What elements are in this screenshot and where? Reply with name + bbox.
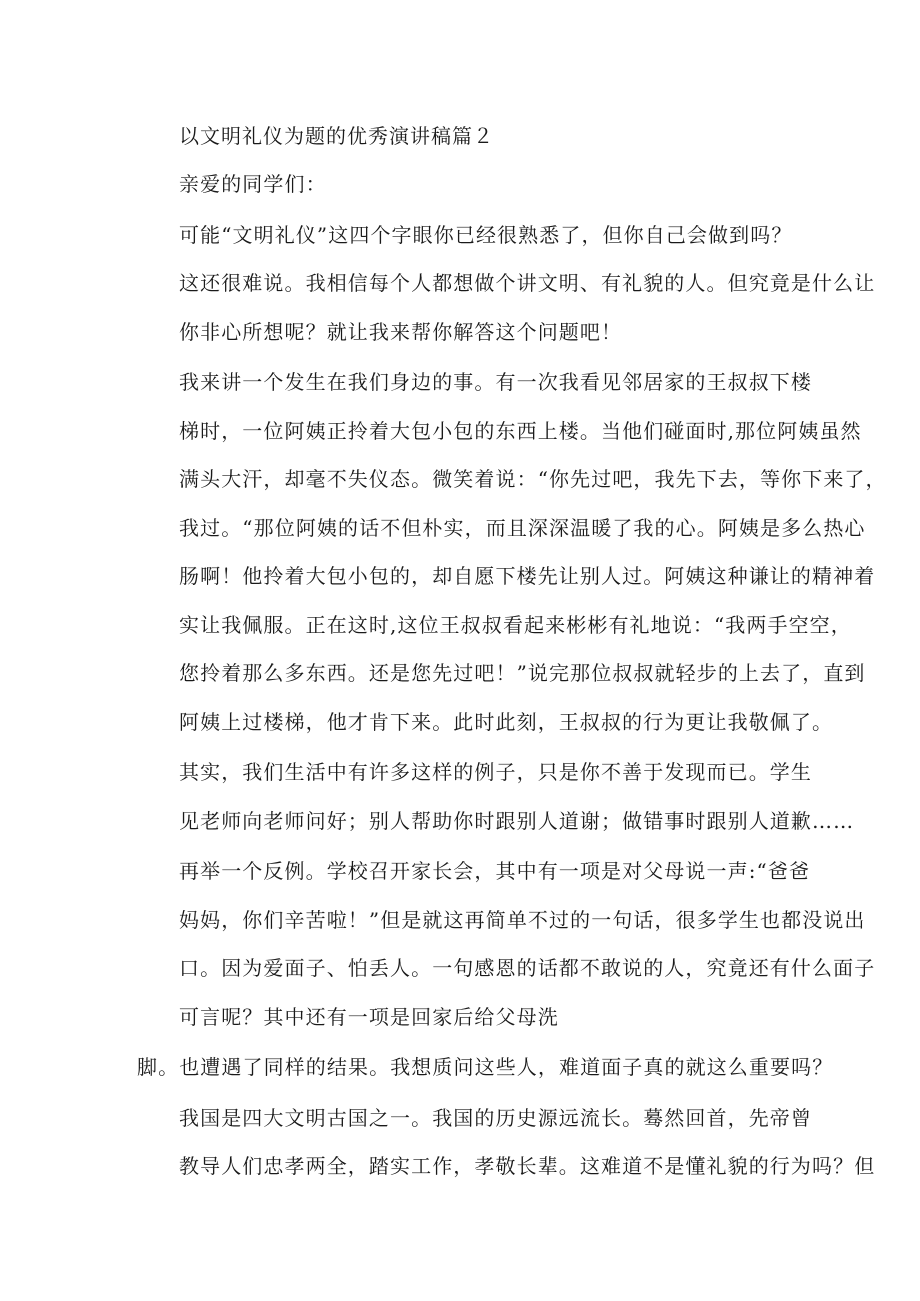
- document-page: [137, 112, 887, 1193]
- paragraph-line: 可言呢？其中还有一项是回家后给父母洗: [179, 1004, 559, 1029]
- paragraph-line: 脚。也遭遇了同样的结果。我想质问这些人，难道面子真的就这么重要吗？: [137, 1055, 834, 1079]
- body-paragraph: [137, 358, 887, 746]
- paragraph-line: 实让我佩服。正在这时,这位王叔叔看起来彬彬有礼地说：“我两手空空，: [179, 612, 852, 637]
- paragraph-line: 满头大汗，却毫不失仪态。微笑着说：“你先过吧，我先下去，等你下来了，: [179, 467, 887, 491]
- body-paragraph: [137, 748, 855, 845]
- paragraph-line: 您拎着那么多东西。还是您先过吧！”说完那位叔叔就轻步的上去了，直到: [179, 661, 866, 685]
- paragraph-line: 见老师向老师问好；别人帮助你时跟别人道谢；做错事时跟别人道歉……: [179, 808, 855, 833]
- document-title: 以文明礼仪为题的优秀演讲稿篇２: [179, 124, 494, 148]
- paragraph-line: 你非心所想呢？就让我来帮你解答这个问题吧！: [179, 319, 623, 344]
- paragraph-line: 我过。“那位阿姨的话不但朴实，而且深深温暖了我的心。阿姨是多么热心: [179, 515, 866, 540]
- paragraph-line: 可能“文明礼仪”这四个字眼你已经很熟悉了，但你自己会做到吗？: [179, 222, 793, 247]
- body-paragraph: [137, 211, 876, 357]
- greeting-line: 亲爱的同学们：: [179, 172, 327, 196]
- paragraph-line: 这还很难说。我相信每个人都想做个讲文明、有礼貌的人。但究竟是什么让: [179, 271, 876, 295]
- paragraph-line: 阿姨上过楼梯，他才肯下来。此时此刻，王叔叔的行为更让我敬佩了。: [179, 709, 834, 734]
- paragraph-line: 口。因为爱面子、怕丢人。一句感恩的话都不敢说的人，究竟还有什么面子: [179, 956, 876, 980]
- speech-body: [137, 211, 887, 1191]
- paragraph-line: 肠啊！他拎着大包小包的，却自愿下楼先让别人过。阿姨这种谦让的精神着: [179, 564, 876, 588]
- paragraph-line: 我国是四大文明古国之一。我国的历史源远流长。蓦然回首，先帝曾: [179, 1105, 812, 1130]
- paragraph-line: 我来讲一个发生在我们身边的事。有一次我看见邻居家的王叔叔下楼: [179, 370, 812, 394]
- paragraph-line: 再举一个反例。学校召开家长会，其中有一项是对父母说一声:“爸爸: [179, 859, 811, 883]
- body-paragraph: [137, 1094, 876, 1191]
- paragraph-line: 其实，我们生活中有许多这样的例子，只是你不善于发现而已。学生: [179, 760, 812, 784]
- body-paragraph: [137, 847, 876, 1041]
- paragraph-line: 梯时，一位阿姨正拎着大包小包的东西上楼。当他们碰面时,那位阿姨虽然: [179, 418, 862, 443]
- paragraph-line: 教导人们忠孝两全，踏实工作，孝敬长辈。这难道不是懂礼貌的行为吗？但: [179, 1154, 876, 1178]
- body-paragraph: [137, 1043, 834, 1092]
- paragraph-line: 妈妈，你们辛苦啦！”但是就这再简单不过的一句话，很多学生也都没说出: [179, 907, 866, 932]
